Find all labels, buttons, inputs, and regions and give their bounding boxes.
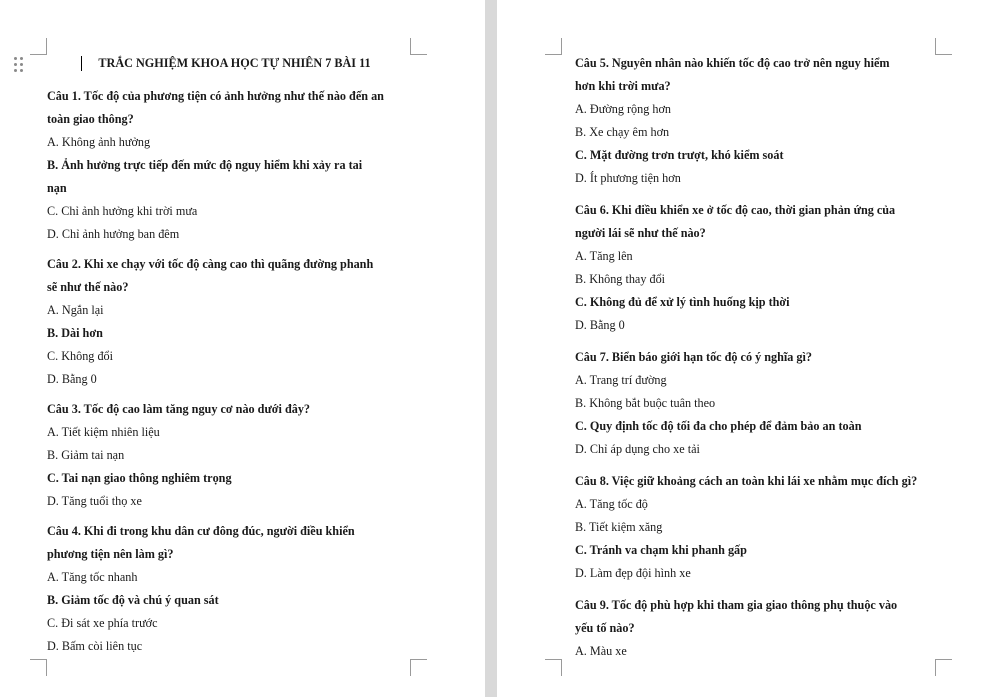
answer-option: B. Không thay đổi [575, 272, 666, 286]
answer-option: D. Bấm còi liên tục [47, 639, 143, 653]
page-right [497, 0, 1001, 697]
question-text: yếu tố nào? [575, 621, 635, 635]
margin-corner-mark [545, 659, 562, 676]
question-text: Câu 7. Biển báo giới hạn tốc độ có ý nghĩa gì? [575, 350, 812, 364]
correct-answer-option: nạn [47, 181, 67, 195]
correct-answer-option: C. Không đủ để xử lý tình huống kịp thời [575, 295, 790, 309]
answer-option: D. Chỉ ảnh hưởng ban đêm [47, 227, 180, 241]
answer-option: C. Chỉ ảnh hưởng khi trời mưa [47, 204, 198, 218]
question-text: Câu 2. Khi xe chạy với tốc độ càng cao thì quãng đường phanh [47, 257, 374, 271]
answer-option: D. Chỉ áp dụng cho xe tải [575, 442, 700, 456]
question-7 [575, 346, 975, 461]
answer-option: C. Không đổi [47, 349, 114, 363]
question-text: Câu 3. Tốc độ cao làm tăng nguy cơ nào dưới đây? [47, 402, 311, 416]
answer-option: A. Tăng tốc độ [575, 497, 648, 511]
question-text: sẽ như thế nào? [47, 280, 129, 294]
question-text: Câu 1. Tốc độ của phương tiện có ảnh hưởng như thế nào đến an [47, 89, 384, 103]
question-text: Câu 8. Việc giữ khoảng cách an toàn khi lái xe nhằm mục đích gì? [575, 474, 918, 488]
correct-answer-option: B. Ảnh hưởng trực tiếp đến mức độ nguy hiểm khi xảy ra tai [47, 158, 363, 172]
question-6 [575, 199, 975, 337]
answer-option: D. Bằng 0 [575, 318, 625, 332]
answer-option: A. Màu xe [575, 644, 627, 658]
question-2 [47, 253, 422, 391]
question-text: Câu 6. Khi điều khiển xe ở tốc độ cao, thời gian phản ứng của [575, 203, 896, 217]
answer-option: B. Tiết kiệm xăng [575, 520, 663, 534]
page-gap [485, 0, 497, 697]
answer-option: A. Đường rộng hơn [575, 102, 672, 116]
question-text: Câu 9. Tốc độ phù hợp khi tham gia giao thông phụ thuộc vào [575, 598, 898, 612]
correct-answer-option: C. Mặt đường trơn trượt, khó kiểm soát [575, 148, 784, 162]
answer-option: A. Trang trí đường [575, 373, 667, 387]
answer-option: D. Ít phương tiện hơn [575, 171, 681, 185]
page-left [0, 0, 485, 697]
answer-option: A. Tăng lên [575, 249, 633, 263]
document-title: TRẮC NGHIỆM KHOA HỌC TỰ NHIÊN 7 BÀI 11 [47, 52, 422, 75]
text-cursor [81, 56, 82, 71]
question-9 [575, 594, 975, 663]
question-5 [575, 52, 975, 190]
question-8 [575, 470, 975, 585]
margin-corner-mark [545, 38, 562, 55]
margin-corner-mark [30, 38, 47, 55]
question-3 [47, 398, 422, 513]
question-text: phương tiện nên làm gì? [47, 547, 174, 561]
correct-answer-option: B. Dài hơn [47, 326, 103, 340]
right-column [575, 52, 975, 663]
answer-option: A. Tăng tốc nhanh [47, 570, 138, 584]
answer-option: A. Ngắn lại [47, 303, 104, 317]
question-text: Câu 4. Khi đi trong khu dân cư đông đúc, người điều khiển [47, 524, 355, 538]
correct-answer-option: C. Tránh va chạm khi phanh gấp [575, 543, 747, 557]
answer-option: D. Làm đẹp đội hình xe [575, 566, 691, 580]
drag-handle-icon[interactable] [14, 57, 24, 73]
answer-option: B. Không bắt buộc tuân theo [575, 396, 716, 410]
margin-corner-mark [410, 659, 427, 676]
left-column [47, 52, 422, 658]
correct-answer-option: B. Giảm tốc độ và chú ý quan sát [47, 593, 219, 607]
question-4 [47, 520, 422, 658]
answer-option: D. Tăng tuổi thọ xe [47, 494, 142, 508]
question-1 [47, 85, 422, 246]
answer-option: B. Xe chạy êm hơn [575, 125, 670, 139]
answer-option: B. Giảm tai nạn [47, 448, 125, 462]
margin-corner-mark [30, 659, 47, 676]
question-text: Câu 5. Nguyên nhân nào khiến tốc độ cao trở nên nguy hiểm [575, 56, 890, 70]
answer-option: D. Bằng 0 [47, 372, 97, 386]
answer-option: A. Tiết kiệm nhiên liệu [47, 425, 160, 439]
correct-answer-option: C. Quy định tốc độ tối đa cho phép để đảm bảo an toàn [575, 419, 862, 433]
question-text: toàn giao thông? [47, 112, 134, 126]
question-text: người lái sẽ như thế nào? [575, 226, 706, 240]
question-text: hơn khi trời mưa? [575, 79, 671, 93]
answer-option: C. Đi sát xe phía trước [47, 616, 158, 630]
answer-option: A. Không ảnh hưởng [47, 135, 151, 149]
correct-answer-option: C. Tai nạn giao thông nghiêm trọng [47, 471, 232, 485]
